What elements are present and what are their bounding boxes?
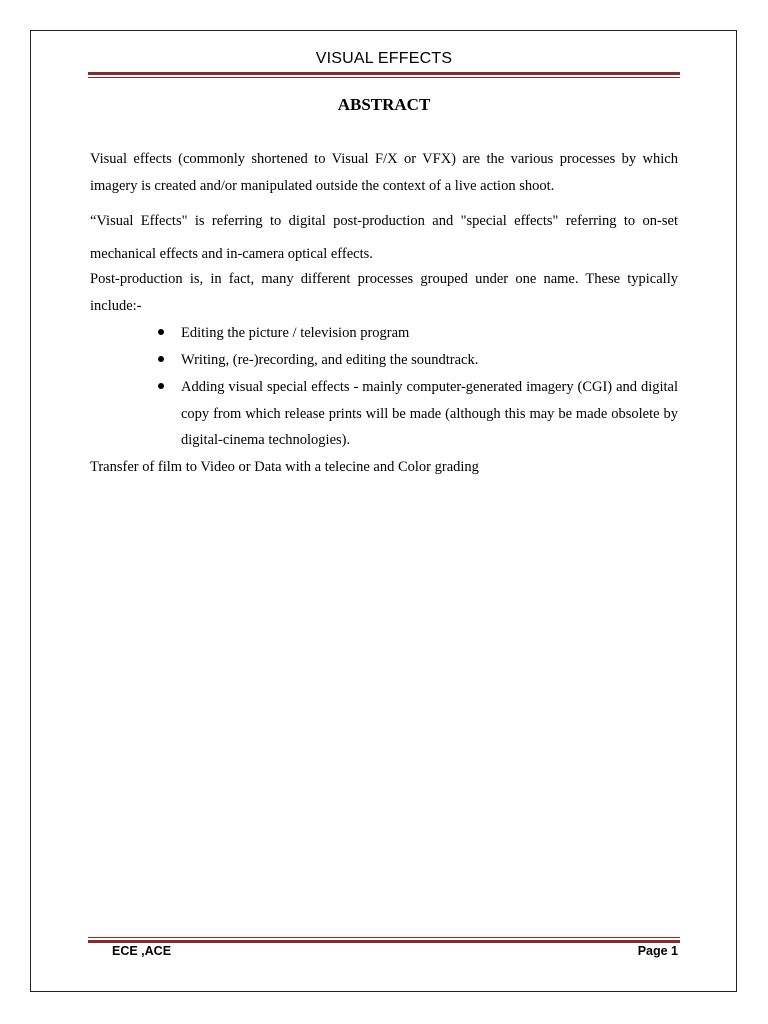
- header-title: VISUAL EFFECTS: [315, 50, 453, 67]
- footer-page-number: Page 1: [637, 944, 678, 958]
- header-rule-thin: [88, 77, 680, 78]
- abstract-heading: ABSTRACT: [337, 95, 431, 114]
- header-rule: [88, 72, 680, 78]
- paragraph-vfx-definition: Visual effects (commonly shortened to Visual F/X or VFX) are the various processes by which imagery is created and/or manipulated outside the context of a live action shoot.: [90, 151, 678, 194]
- list-item: [153, 347, 678, 374]
- bullet-icon: [158, 329, 164, 335]
- paragraph-post-production: Post-production is, in fact, many different processes grouped under one name. These typically include:-: [90, 271, 678, 314]
- list-item: [153, 374, 678, 454]
- list-item-text: Adding visual special effects - mainly computer-generated imagery (CGI) and digital copy from which release prints will be made (although this may be made obsolete by digital-cinema technologies).: [181, 379, 678, 448]
- footer-rule-thick: [88, 940, 680, 943]
- bullet-icon: [158, 383, 164, 389]
- post-production-list: [153, 320, 678, 454]
- list-item-text: Writing, (re-)recording, and editing the soundtrack.: [181, 352, 479, 368]
- list-item: [153, 320, 678, 347]
- footer-rule: [88, 937, 680, 943]
- paragraph-vfx-vs-special-effects: “Visual Effects" is referring to digital post-production and "special effects" referring to on-set mechanical effects and in-camera optical effects.: [90, 213, 678, 262]
- header-rule-thick: [88, 72, 680, 75]
- bullet-icon: [158, 356, 164, 362]
- paragraph-transfer: Transfer of film to Video or Data with a telecine and Color grading: [90, 459, 479, 475]
- list-item-text: Editing the picture / television program: [181, 325, 410, 341]
- footer-rule-thin: [88, 937, 680, 938]
- footer-department: ECE ,ACE: [112, 944, 172, 958]
